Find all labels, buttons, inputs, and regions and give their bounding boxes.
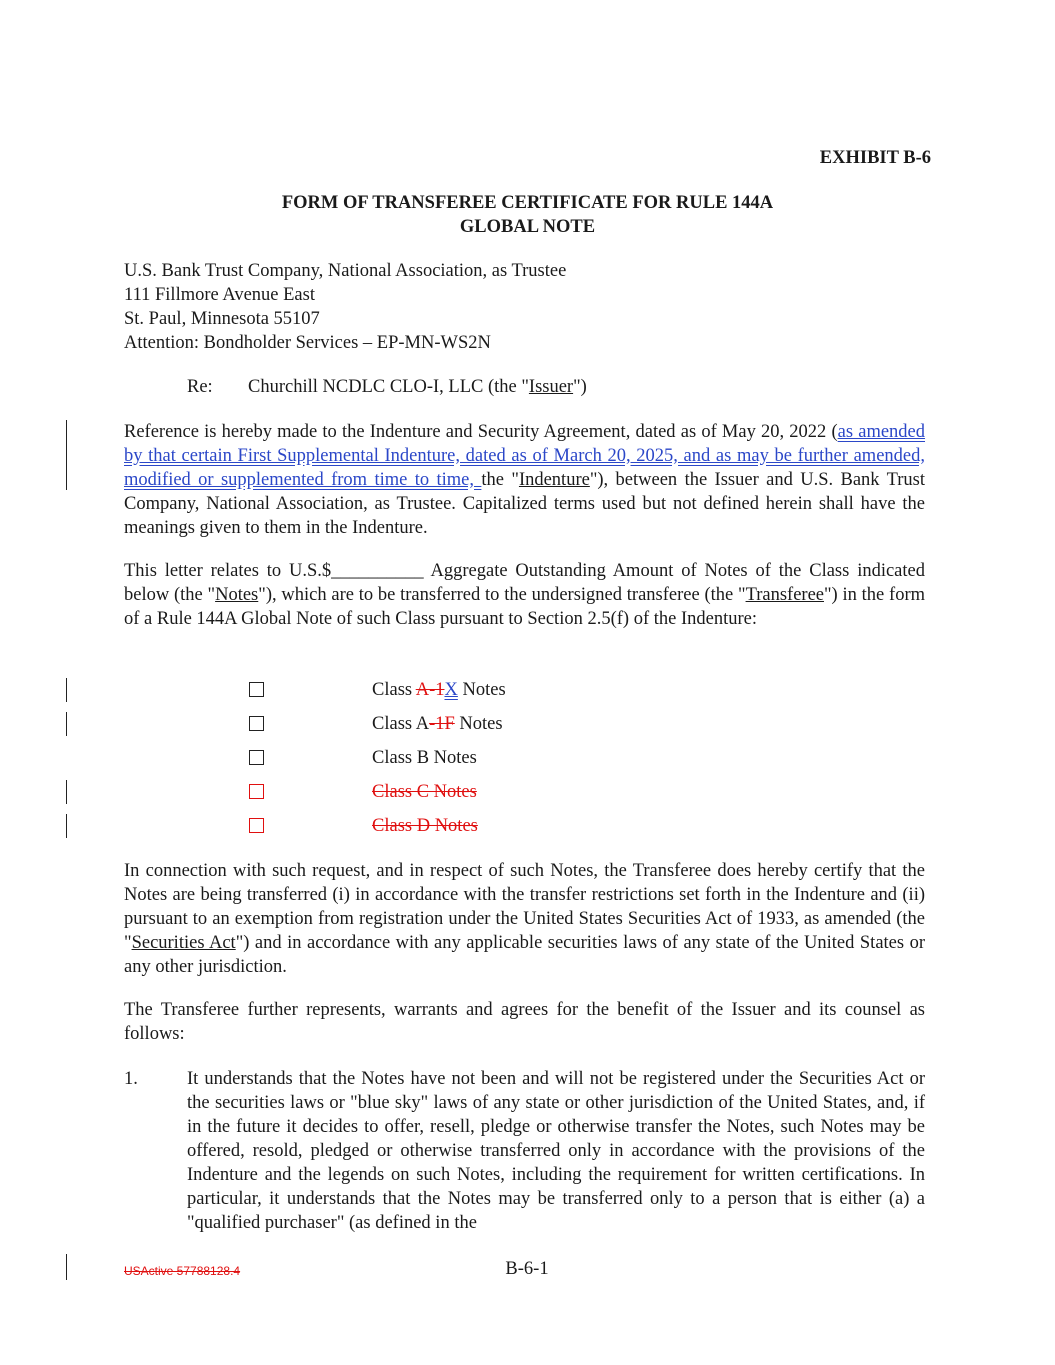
defined-term-securities-act: Securities Act [131, 933, 236, 953]
text-run: the " [481, 470, 519, 490]
class-b-label: Class B Notes [372, 748, 477, 768]
change-bar [66, 678, 67, 702]
class-c-label-deleted: Class C Notes [372, 782, 477, 802]
text-run: In connection with such request, and in respect of such Notes, the Transferee does hereby certify that the Notes are being transferred (i) in accordance with the transfer restrictions set forth in the Indenture and (ii) pursuant to an exemption from registration under the United States Securities Act of 1933, as amended (the " [124, 861, 925, 953]
text-run: Class [372, 680, 416, 700]
address-line: St. Paul, Minnesota 55107 [124, 309, 320, 329]
item-number: 1. [124, 1069, 138, 1089]
re-label: Re: [187, 377, 213, 397]
title-line-1: FORM OF TRANSFEREE CERTIFICATE FOR RULE 144A [281, 193, 774, 213]
reference-paragraph [124, 420, 925, 540]
checkbox-class-d-deleted[interactable] [249, 818, 264, 833]
checkbox-class-c-deleted[interactable] [249, 784, 264, 799]
text-run: Notes [454, 714, 503, 734]
change-bar [66, 780, 67, 804]
text-run: "), which are to be transferred to the undersigned transferee (the " [258, 585, 746, 605]
document-id: USActive 57788128.4 [124, 1264, 241, 1278]
change-bar [66, 814, 67, 838]
text-run: "), between the Issuer and U.S. Bank Trust Company, National Association, as Trustee. Capitalized terms used but not defined herein shall have the meanings given to them in the Indenture. [124, 470, 925, 538]
defined-term-transferee: Transferee [745, 585, 824, 605]
deleted-text: A-1 [415, 680, 445, 700]
defined-term-notes: Notes [215, 585, 259, 605]
text-run: This letter relates to U.S.$__________ Aggregate Outstanding Amount of Notes of the Class indicated below (the " [124, 561, 925, 605]
defined-term-issuer: Issuer [528, 377, 574, 397]
change-bar [66, 420, 67, 490]
certification-paragraph [124, 859, 925, 979]
re-line [248, 375, 587, 399]
text-run: Reference is hereby made to the Indenture and Security Agreement, dated as of May 20, 2022 ( [124, 422, 838, 442]
exhibit-label: EXHIBIT B-6 [819, 148, 931, 168]
class-a-label [372, 712, 503, 736]
text-run: Class A [372, 714, 430, 734]
address-line: Attention: Bondholder Services – EP-MN-WS2N [124, 333, 491, 353]
checkbox-class-b[interactable] [249, 750, 264, 765]
address-line: 111 Fillmore Avenue East [124, 285, 315, 305]
representations-paragraph: The Transferee further represents, warrants and agrees for the benefit of the Issuer and its counsel as follows: [124, 1000, 925, 1044]
class-d-label-deleted: Class D Notes [372, 816, 478, 836]
checkbox-class-a[interactable] [249, 716, 264, 731]
change-bar [66, 1254, 67, 1280]
page-number: B-6-1 [505, 1259, 549, 1279]
checkbox-class-x[interactable] [249, 682, 264, 697]
address-line: U.S. Bank Trust Company, National Association, as Trustee [124, 261, 567, 281]
class-x-label [372, 678, 506, 702]
inserted-text: as amended by that certain First Supplemental Indenture, dated as of March 20, 2025, and as may be further amended, modified or supplemented from time to time, [124, 422, 926, 490]
re-text: Churchill NCDLC CLO-I, LLC (the " [248, 377, 529, 397]
deleted-text: -1F [429, 714, 455, 734]
defined-term-indenture: Indenture [518, 470, 590, 490]
text-run: Notes [457, 680, 506, 700]
item-1-text: It understands that the Notes have not been and will not be registered under the Securities Act or the securities laws or "blue sky" laws of any state or other jurisdiction of the United States, and, if in the future it decides to offer, resell, pledge or otherwise transfer the Notes, such Notes may be offered, resold, pledged or otherwise transferred only in accordance with the provisions of the Indenture and the legends on such Notes, including the requirement for written certifications. In particular, it understands that the Notes may be transferred only to a person that is either (a) a "qualified purchaser" (as defined in the [187, 1069, 925, 1233]
title-line-2: GLOBAL NOTE [459, 217, 596, 237]
re-text-end: ") [573, 377, 587, 397]
letter-paragraph [124, 559, 925, 631]
change-bar [66, 712, 67, 736]
text-run: ") and in accordance with any applicable securities laws of any state of the United States or any other jurisdiction. [124, 933, 925, 977]
inserted-text: X [444, 680, 458, 700]
text-run: ") in the form of a Rule 144A Global Note of such Class pursuant to Section 2.5(f) of the Indenture: [124, 585, 925, 629]
address-block [124, 259, 566, 355]
